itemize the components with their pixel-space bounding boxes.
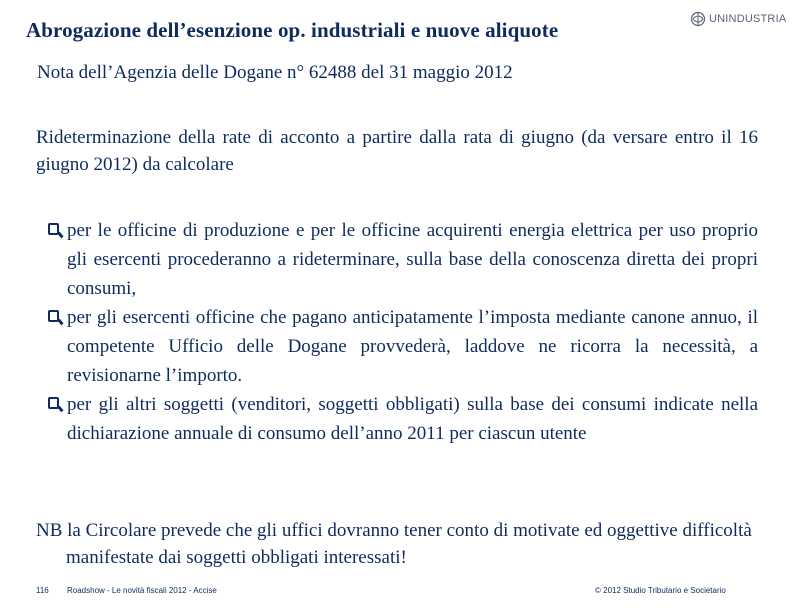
note-paragraph: NB la Circolare prevede che gli uffici dovranno tener conto di motivate ed oggettive difficoltà manifestate dai soggetti obbligati interessati! (36, 520, 752, 568)
intro-paragraph: Rideterminazione della rate di acconto a partire dalla rata di giugno (da versare entro il 16 giugno 2012) da calcolare (36, 127, 758, 175)
checkbox-bullet-icon (48, 223, 59, 235)
list-item (48, 390, 758, 448)
list-item-text: per gli altri soggetti (venditori, soggetti obbligati) sulla base dei consumi indicate nella dichiarazione annuale di consumo dell’anno 2011 per ciascun utente (67, 394, 758, 444)
list-item (48, 303, 758, 390)
subtitle: Nota dell’Agenzia delle Dogane n° 62488 del 31 maggio 2012 (37, 62, 513, 83)
list-item-text: per le officine di produzione e per le officine acquirenti energia elettrica per uso proprio gli esercenti procederanno a rideterminare, sulla base della conoscenza diretta dei propri consumi, (67, 220, 758, 299)
page-number: 116 (36, 586, 49, 595)
unindustria-logo-icon (690, 11, 706, 27)
checkbox-bullet-icon (48, 397, 59, 409)
footer-copyright: © 2012 Studio Tributario e Societario (595, 586, 726, 595)
bullet-list (48, 216, 758, 448)
unindustria-logo (690, 8, 786, 30)
slide-title: Abrogazione dell’esenzione op. industriali e nuove aliquote (26, 18, 559, 42)
list-item (48, 216, 758, 303)
list-item-text: per gli esercenti officine che pagano anticipatamente l’imposta mediante canone annuo, il competente Ufficio delle Dogane provvederà, laddove ne ricorra la necessità, a revisionarne l’importo. (67, 307, 758, 386)
footer-event: Roadshow - Le novità fiscali 2012 - Accise (67, 586, 217, 595)
checkbox-bullet-icon (48, 310, 59, 322)
logo-text: UNINDUSTRIA (709, 13, 787, 25)
